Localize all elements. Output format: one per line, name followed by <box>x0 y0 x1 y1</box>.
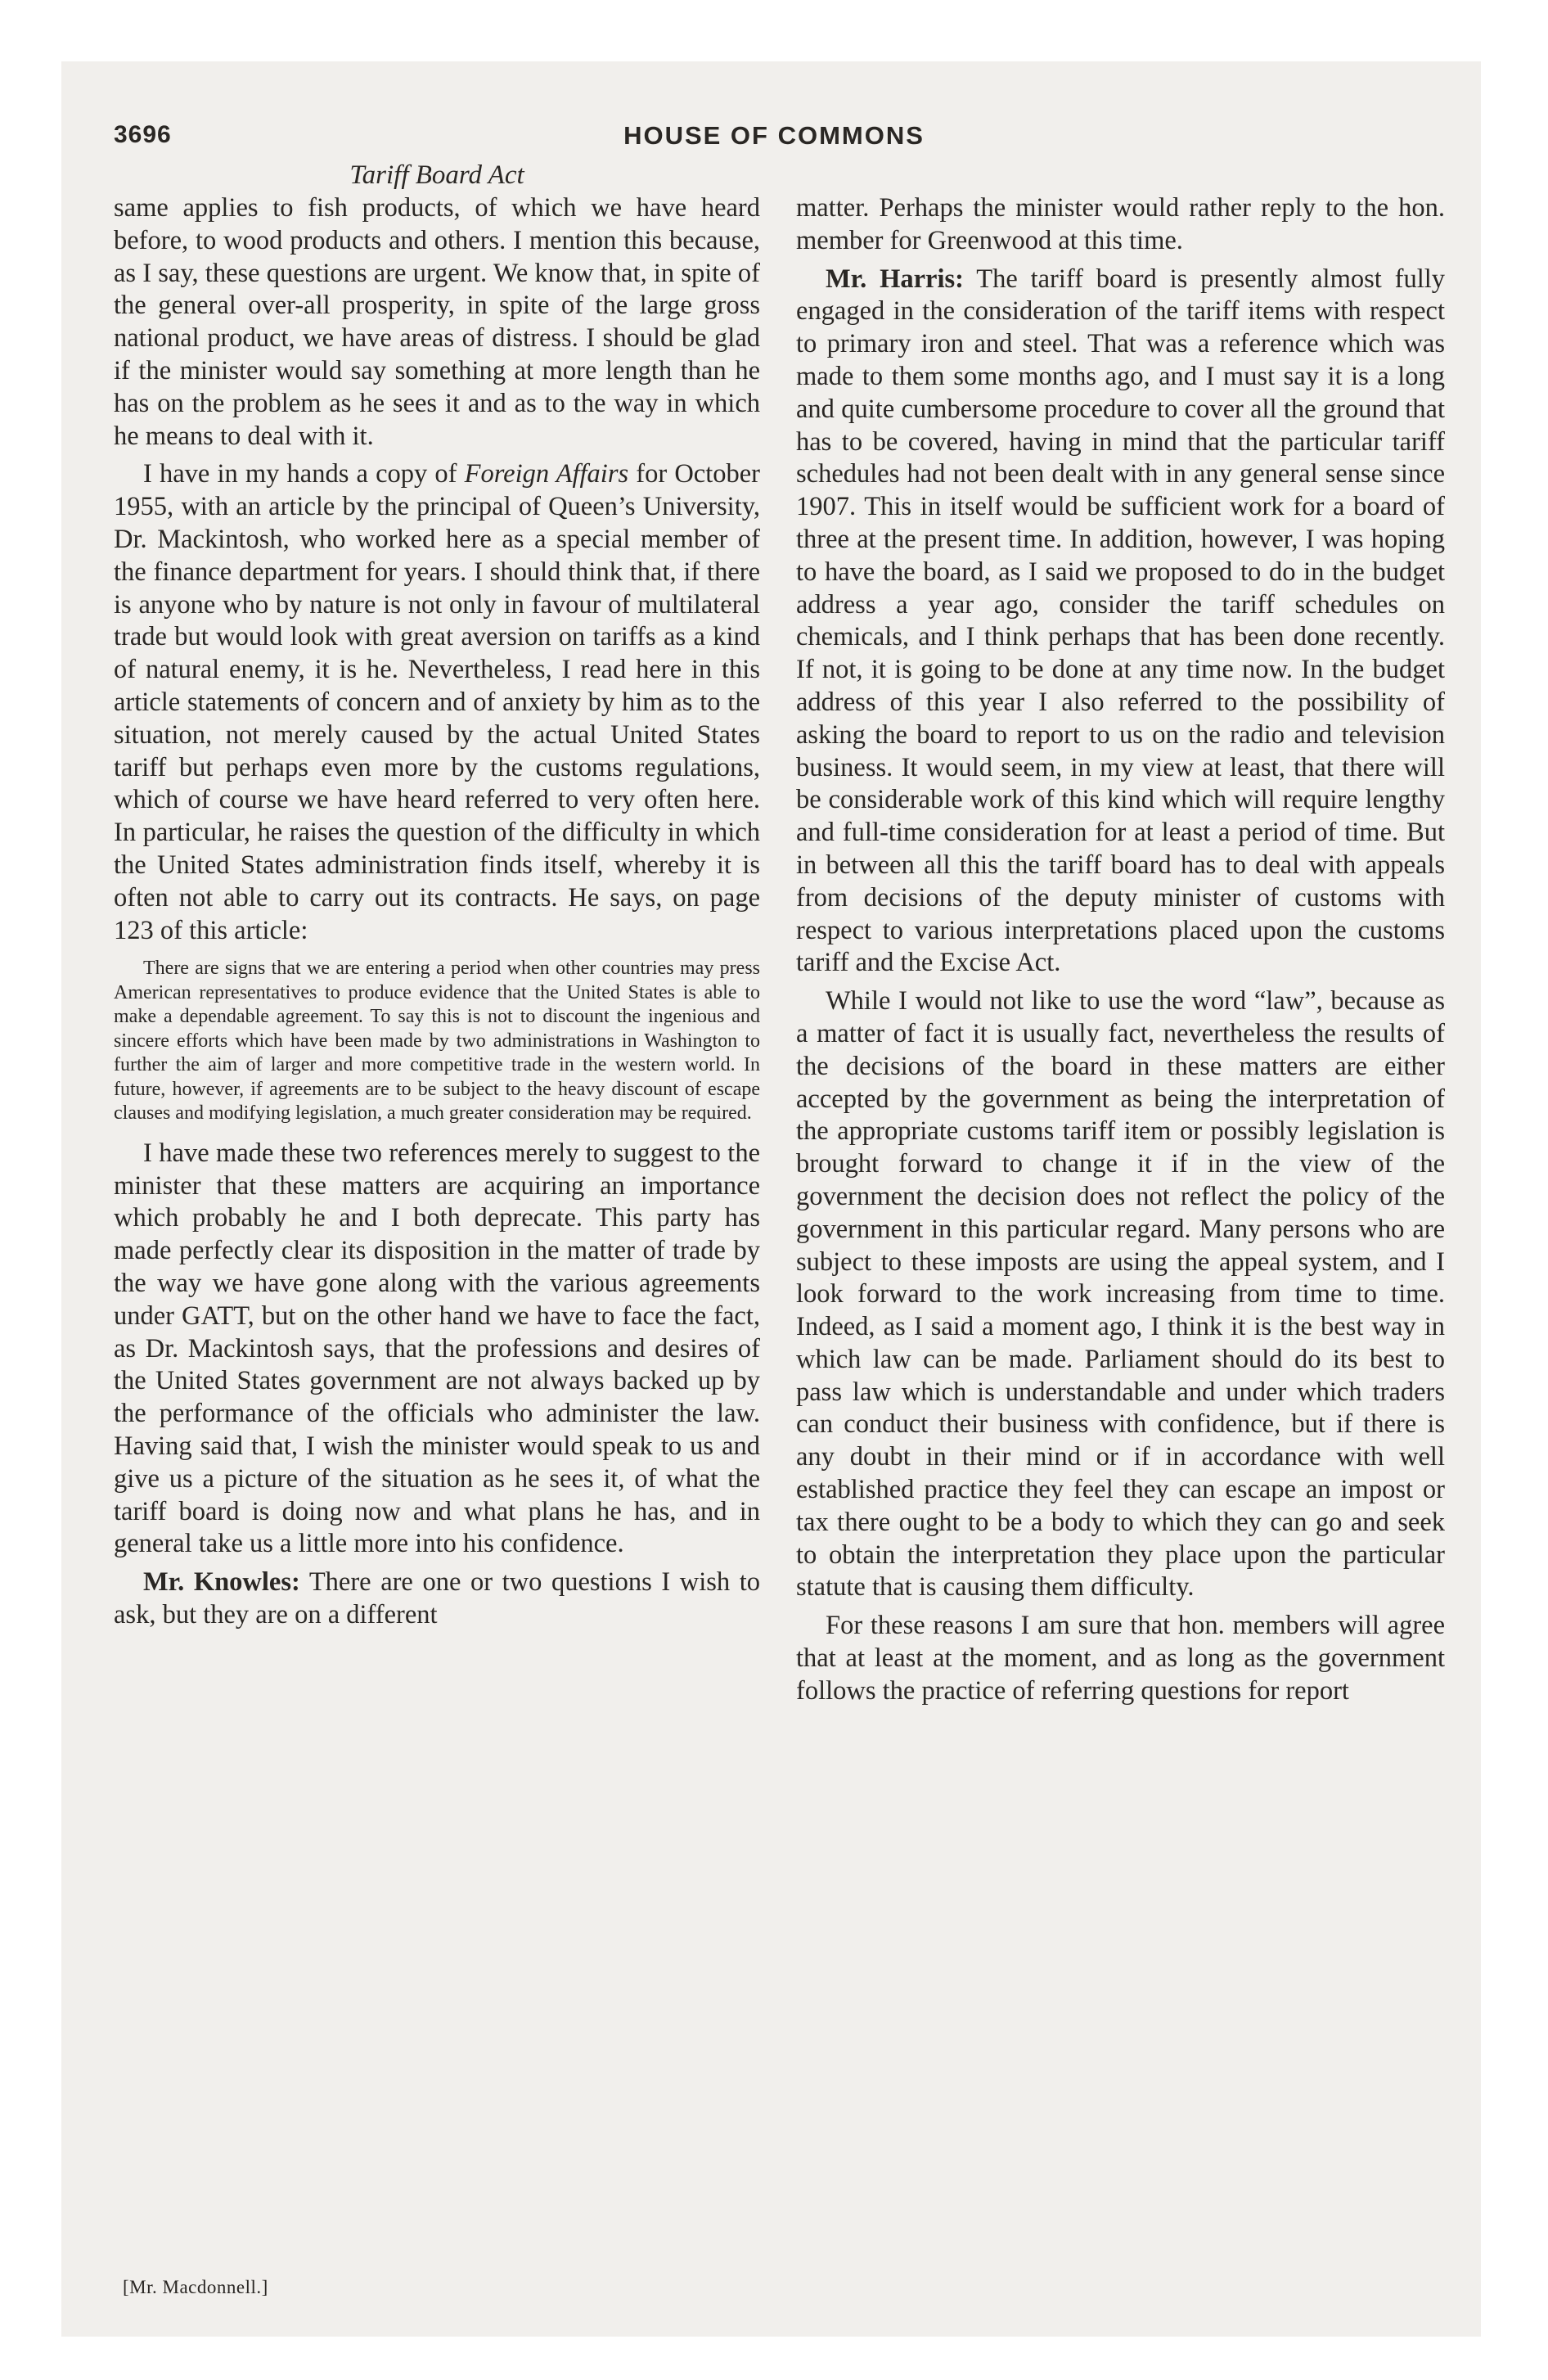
speaker-footnote: [Mr. Macdonnell.] <box>123 2277 268 2297</box>
paragraph-text: The tariff board is presently almost fully engaged in the consideration of the tariff items with respect to primary iron and steel. That was a reference which was made to them some months ago, and I must say it is a long and quite cumbersome procedure to cover all the ground that has to be covered, having in mind that the particular tariff schedules had not been dealt with in any general sense since 1907. This in itself would be sufficient work for a board of three at the present time. In addition, however, I was hoping to have the board, as I said we proposed to do in the budget address a year ago, consider the tariff schedules on chemicals, and I think perhaps that has been done recently. If not, it is going to be done at any time now. In the budget address of this year I also referred to the possibility of asking the board to report to us on the radio and television business. It would seem, in my view at least, that there will be considerable work of this kind which will require lengthy and full-time consideration for at least a period of time. But in between all this the tariff board has to deal with appeals from decisions of the deputy minister of customs with respect to various interpretations placed upon the customs tariff and the Excise Act. <box>796 264 1446 978</box>
paragraph: For these reasons I am sure that hon. members will agree that at least at the moment, and as long as the government follows the practice of referring questions for report <box>796 1611 1445 1706</box>
speaker-name: Mr. Knowles: <box>143 1567 300 1598</box>
paragraph <box>114 1566 760 1632</box>
speaker-name: Mr. Harris: <box>826 264 964 294</box>
left-column <box>114 192 760 1632</box>
section-title: Tariff Board Act <box>349 160 524 190</box>
page-header <box>0 121 1548 162</box>
paragraph-text: I have in my hands a copy of <box>143 459 465 489</box>
paragraph-text: There are one or two questions I wish to ask, but they are on a different <box>114 1567 760 1629</box>
paragraph: matter. Perhaps the minister would rather reply to the hon. member for Greenwood at this time. <box>796 193 1445 255</box>
paragraph: I have made these two references merely to suggest to the minister that these matters are acquiring an importance which probably he and I both deprecate. This party has made perfectly clear its disposition in the matter of trade by the way we have gone along with the various agreements under GATT, but on the other hand we have to face the fact, as Dr. Mackintosh says, that the professions and desires of the United States government are not always backed up by the performance of the officials who administer the law. Having said that, I wish the minister would speak to us and give us a picture of the situation as he sees it, of what the tariff board is doing now and what plans he has, and in general take us a little more into his confidence. <box>114 1138 760 1559</box>
paragraph <box>796 264 1445 980</box>
block-quote: There are signs that we are entering a period when other countries may press American representatives to produce evidence that the United States is able to make a dependable agreement. To say this is not to discount the ingenious and sincere efforts which have been made by two administrations in Washington to further the aim of larger and more competitive trade in the western world. In future, however, if agreements are to be subject to the heavy discount of escape clauses and modifying legislation, a much greater consideration may be required. <box>114 958 760 1125</box>
running-head: HOUSE OF COMMONS <box>623 121 925 150</box>
paragraph-text: for October 1955, with an article by the principal of Queen’s University, Dr. Mackintosh, who worked here as a special member of the finance department for years. I should think that, if there is anyone who by nature is not only in favour of multilateral trade but would look with great aversion on tariffs as a kind of natural enemy, it is he. Nevertheless, I read here in this article statements of concern and of anxiety by him as to the situation, not merely caused by the actual United States tariff but perhaps even more by the customs regulations, which of course we have heard referred to very often here. In particular, he raises the question of the difficulty in which the United States administration finds itself, whereby it is often not able to carry out its contracts. He says, on page 123 of this article: <box>114 459 760 945</box>
page-number: 3696 <box>114 121 172 148</box>
right-column <box>796 192 1445 1708</box>
paragraph: While I would not like to use the word “law”, because as a matter of fact it is usually fact, nevertheless the results of the decisions of the board in these matters are either accepted by the government as being the interpretation of the appropriate customs tariff item or possibly legislation is brought forward to change it if in the view of the government the decision does not reflect the policy of the government in this particular regard. Many persons who are subject to these imposts are using the appeal system, and I look forward to the work increasing from time to time. Indeed, as I said a moment ago, I think it is the best way in which law can be made. Parliament should do its best to pass law which is understandable and under which traders can conduct their business with confidence, but if there is any doubt in their mind or if in accordance with well established practice they feel they can escape an impost or tax there ought to be a body to which they can go and seek to obtain the interpretation they place upon the particular statute that is causing them difficulty. <box>796 986 1445 1602</box>
paragraph: same applies to fish products, of which we have heard before, to wood products and others. I mention this because, as I say, these questions are urgent. We know that, in spite of the general over-all prosperity, in spite of the large gross national product, we have areas of distress. I should be glad if the minister would say something at more length than he has on the problem as he sees it and as to the way in which he means to deal with it. <box>114 193 760 451</box>
paragraph <box>114 458 760 947</box>
journal-title: Foreign Affairs <box>464 459 629 489</box>
